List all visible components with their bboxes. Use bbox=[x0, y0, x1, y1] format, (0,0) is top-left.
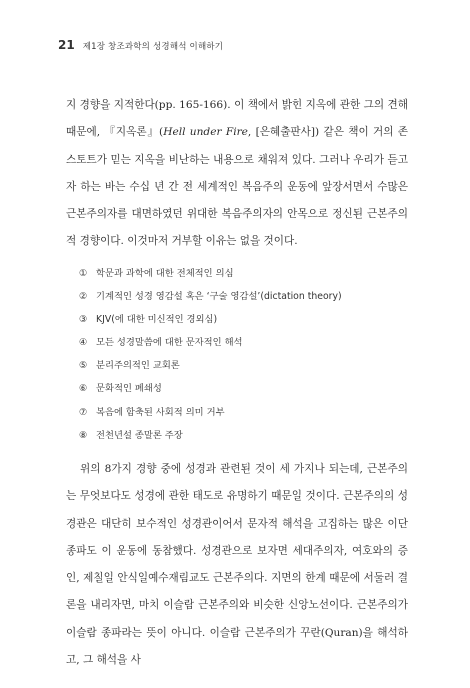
list-item-number: ② bbox=[79, 291, 88, 303]
list-item bbox=[79, 308, 342, 331]
list-item-text: 모든 성경말씀에 대한 문자적인 해석 bbox=[96, 337, 243, 349]
list-item-number: ④ bbox=[79, 337, 88, 349]
list-item-text: 복음에 함축된 사회적 의미 거부 bbox=[96, 406, 225, 418]
list-item-number: ① bbox=[79, 268, 88, 279]
list-item-number: ⑧ bbox=[79, 429, 88, 441]
list-item-number: ⑤ bbox=[79, 360, 88, 372]
list-item-text: 기계적인 성경 영감설 혹은 ‘구술 영감설’(dictation theory) bbox=[96, 291, 342, 303]
paragraph-1-text-a: 지 경향을 지적한다(pp. 165-166). 이 책에서 밝힌 지옥에 관한 그의 견해 때문에, 『지옥론』( bbox=[66, 99, 408, 139]
fundamentalism-tendencies-list bbox=[79, 262, 342, 447]
list-item bbox=[79, 354, 342, 377]
list-item-number: ⑦ bbox=[79, 406, 88, 418]
list-item-text: 분리주의적인 교회론 bbox=[96, 360, 180, 372]
list-item bbox=[79, 424, 342, 447]
list-item bbox=[79, 262, 342, 285]
chapter-title: 제1장 창조과학의 성경해석 이해하기 bbox=[82, 42, 224, 52]
list-item bbox=[79, 377, 342, 400]
list-item-text: 학문과 과학에 대한 전체적인 의심 bbox=[96, 268, 234, 279]
list-item bbox=[79, 331, 342, 354]
list-item-number: ⑥ bbox=[79, 383, 88, 395]
paragraph-1-text-b: , [은혜출판사]) 같은 책이 거의 존 스토트가 믿는 지옥을 비난하는 내용으로 채워져 있다. 그러나 우리가 듣고자 하는 바는 수십 년 간 전 세계적인 복음주의 운동에 앞장서면서 수많은 근본주의자를 대면하였던 위대한 복음주의자의 안목으로 정신된 근본주의적 경향이다. 이것마저 거부할 이유는 없을 것이다. bbox=[66, 126, 408, 248]
list-item bbox=[79, 401, 342, 424]
paragraph-1-italic-title: Hell under Fire bbox=[163, 126, 248, 139]
body-paragraph-1 bbox=[66, 92, 408, 256]
list-item bbox=[79, 285, 342, 308]
list-item-text: KJV(에 대한 미신적인 경외심) bbox=[96, 314, 218, 326]
list-item-number: ③ bbox=[79, 314, 88, 326]
list-item-text: 전천년설 종말론 주장 bbox=[96, 429, 183, 441]
page-header bbox=[58, 38, 223, 52]
paragraph-2-text: 위의 8가지 경향 중에 성경과 관련된 것이 세 가지나 되는데, 근본주의는 무엇보다도 성경에 관한 태도로 유명하기 때문일 것이다. 근본주의의 성경관은 대단히 보수적인 성경관이어서 문자적 해석을 고집하는 많은 이단종파도 이 운동에 동참했다. 성경관으로 보자면 세대주의자, 여호와의 증인, 제칠일 안식일예수재림교도 근본주의다. 지면의 한계 때문에 서둘러 결론을 내리자면, 마치 이슬람 근본주의와 비슷한 신앙노선이다. 근본주의가 이슬람 종파라는 뜻이 아니다. 이슬람 근본주의가 꾸란(Quran)을 해석하고, 그 해석을 사 bbox=[66, 463, 408, 667]
page-number: 21 bbox=[58, 38, 75, 52]
list-item-text: 문화적인 폐쇄성 bbox=[96, 383, 162, 395]
body-paragraph-2 bbox=[66, 456, 408, 674]
